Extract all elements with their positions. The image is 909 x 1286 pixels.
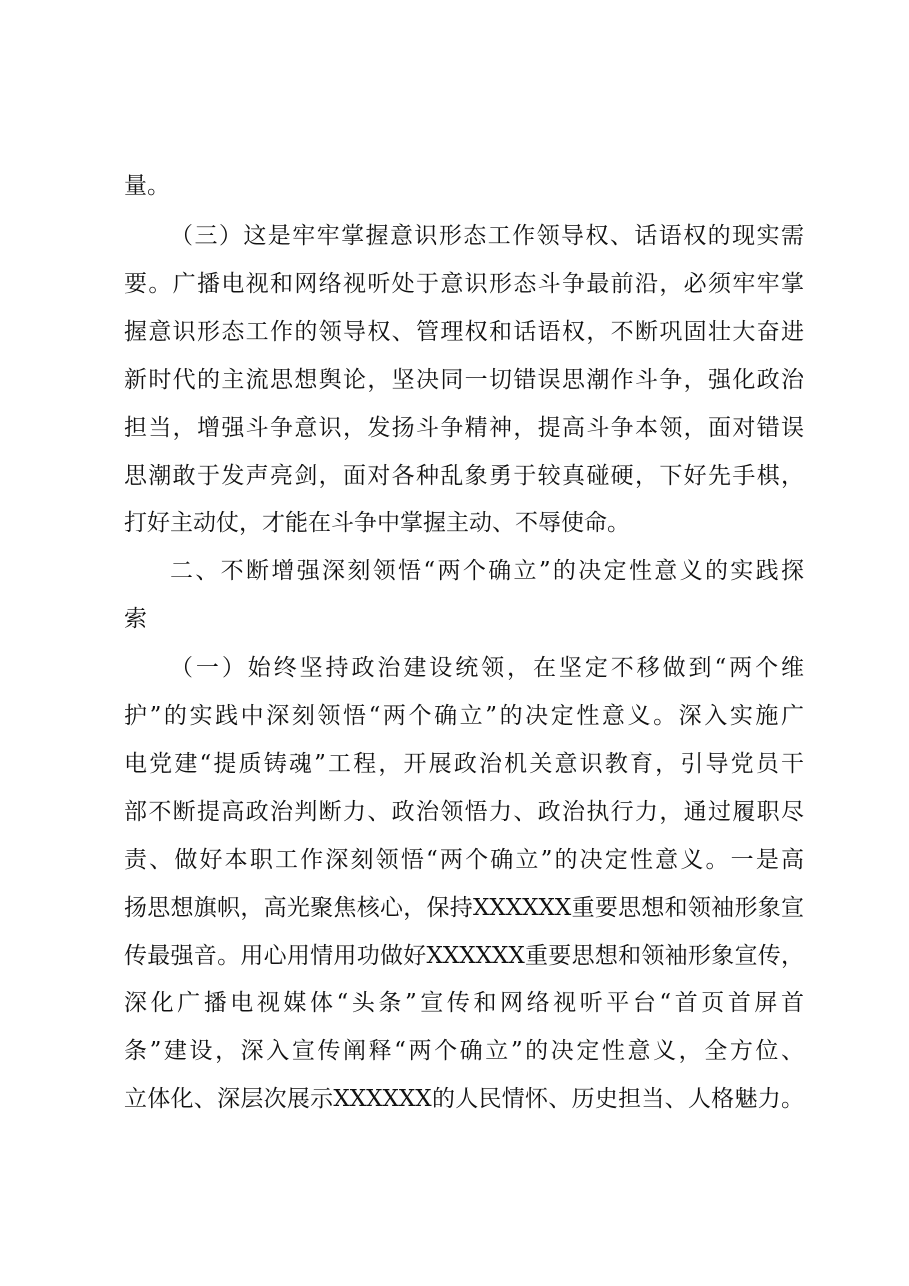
text-line-2: （三）这是牢牢掌握意识形态工作领导权、话语权的现实需 <box>170 223 804 249</box>
text-line-4: 握意识形态工作的领导权、管理权和话语权，不断巩固壮大奋进 <box>124 319 804 345</box>
text-line-1: 量。 <box>124 173 170 199</box>
text-line-20: 立体化、深层次展示XXXXXX的人民情怀、历史担当、人格魅力。 <box>124 1086 804 1112</box>
text-line-3: 要。广播电视和网络视听处于意识形态斗争最前沿，必须牢牢掌 <box>124 271 804 297</box>
text-line-12: 护”的实践中深刻领悟“两个确立”的决定性意义。深入实施广 <box>124 703 804 729</box>
text-line-13: 电党建“提质铸魂”工程，开展政治机关意识教育，引导党员干 <box>124 751 804 777</box>
text-line-16: 扬思想旗帜，高光聚焦核心，保持XXXXXX重要思想和领袖形象宣 <box>124 895 804 921</box>
text-line-17: 传最强音。用心用情用功做好XXXXXX重要思想和领袖形象宣传， <box>124 943 804 969</box>
text-line-8: 打好主动仗，才能在斗争中掌握主动、不辱使命。 <box>124 510 630 536</box>
section-heading-line-2: 索 <box>124 606 147 632</box>
section-heading-line-1: 二、不断增强深刻领悟“两个确立”的决定性意义的实践探 <box>170 558 804 584</box>
text-line-5: 新时代的主流思想舆论，坚决同一切错误思潮作斗争，强化政治 <box>124 367 804 393</box>
text-line-6: 担当，增强斗争意识，发扬斗争精神，提高斗争本领，面对错误 <box>124 415 804 441</box>
text-line-19: 条”建设，深入宣传阐释“两个确立”的决定性意义，全方位、 <box>124 1038 804 1064</box>
text-line-11: （一）始终坚持政治建设统领，在坚定不移做到“两个维 <box>170 655 804 681</box>
text-line-7: 思潮敢于发声亮剑，面对各种乱象勇于较真碰硬，下好先手棋， <box>124 463 804 489</box>
text-line-15: 责、做好本职工作深刻领悟“两个确立”的决定性意义。一是高 <box>124 847 804 873</box>
text-line-18: 深化广播电视媒体“头条”宣传和网络视听平台“首页首屏首 <box>124 990 804 1016</box>
text-line-14: 部不断提高政治判断力、政治领悟力、政治执行力，通过履职尽 <box>124 799 804 825</box>
